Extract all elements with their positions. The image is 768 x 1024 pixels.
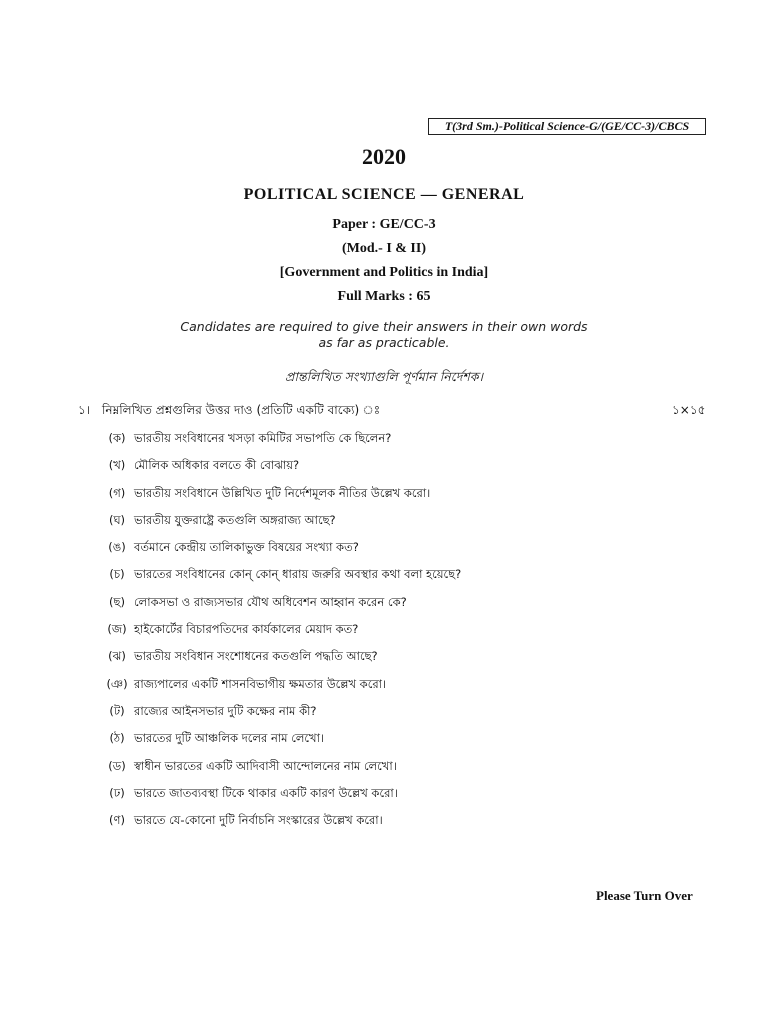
sub-question-label: (ছ) (109, 594, 125, 609)
sub-question (100, 539, 700, 566)
sub-question-label: (চ) (109, 567, 125, 582)
sub-question (100, 594, 700, 621)
sub-question (100, 730, 700, 757)
sub-question-text: হাইকোর্টের বিচারপতিদের কার্যকালের মেয়াদ কত? (134, 622, 359, 637)
sub-question-text: মৌলিক অধিকার বলতে কী বোঝায়? (134, 458, 300, 473)
full-marks: Full Marks : 65 (337, 289, 431, 304)
sub-question-text: বর্তমানে কেন্দ্রীয় তালিকাভুক্ত বিষয়ের সংখ্যা কত? (134, 540, 359, 555)
sub-question-text: ভারতীয় সংবিধানের খসড়া কমিটির সভাপতি কে ছিলেন? (134, 431, 392, 445)
paper-code-box: T(3rd Sm.)-Political Science-G/(GE/CC-3)/CBCS (428, 118, 706, 135)
sub-question-text: ভারতীয় সংবিধানে উল্লিখিত দুটি নির্দেশমূলক নীতির উল্লেখ করো। (134, 485, 431, 500)
sub-question-label: (ঠ) (109, 731, 125, 746)
sub-question-text: ভারতের সংবিধানের কোন্ কোন্ ধারায় জরুরি অবস্থার কথা বলা হয়েছে? (134, 567, 462, 582)
sub-question-text: স্বাধীন ভারতের একটি আদিবাসী আন্দোলনের নাম লেখো। (134, 758, 397, 773)
sub-question (100, 758, 700, 785)
sub-question-label: (ঘ) (108, 512, 126, 527)
sub-question-text: ভারতীয় সংবিধান সংশোধনের কতগুলি পদ্ধতি আছে? (134, 649, 378, 664)
sub-question-text: ভারতের দুটি আঞ্চলিক দলের নাম লেখো। (134, 731, 325, 746)
sub-question-text: ভারতে জাতব্যবস্থা টিকে থাকার একটি কারণ উল্লেখ করো। (134, 785, 398, 800)
course-title: [Government and Politics in India] (279, 265, 489, 280)
sub-question (100, 457, 700, 484)
sub-question (100, 703, 700, 730)
sub-question-label: (ঢ) (109, 785, 125, 800)
sub-question-label: (ঞ) (106, 676, 128, 691)
sub-question (100, 485, 700, 512)
sub-question-label: (ণ) (109, 813, 125, 828)
sub-question (100, 785, 700, 812)
question-number: ১। (78, 403, 91, 417)
question-1-heading (78, 402, 380, 422)
sub-question-text: লোকসভা ও রাজ্যসভার যৌথ অধিবেশন আহ্বান করেন কে? (134, 594, 407, 609)
sub-question-label: (ড) (108, 758, 126, 773)
subject-title: POLITICAL SCIENCE — GENERAL (243, 186, 525, 203)
sub-question-label: (ক) (108, 431, 126, 445)
sub-question (100, 621, 700, 648)
instruction-bengali: প্রান্তলিখিত সংখ্যাগুলি পূর্ণমান নির্দেশক। (285, 369, 483, 384)
exam-year: 2020 (362, 144, 406, 169)
please-turn-over: Please Turn Over (596, 888, 693, 903)
instruction-line-1: Candidates are required to give their answers in their own words (180, 319, 588, 334)
sub-question-label: (জ) (107, 622, 127, 637)
sub-question (100, 676, 700, 703)
paper-code: Paper : GE/CC-3 (332, 217, 436, 232)
sub-question-label: (ঝ) (108, 649, 126, 664)
sub-question-label: (ট) (109, 703, 125, 718)
sub-question (100, 430, 700, 457)
sub-question-label: (গ) (108, 485, 126, 500)
sub-question (100, 648, 700, 675)
sub-question-label: (খ) (108, 458, 126, 473)
sub-question (100, 566, 700, 593)
sub-question-text: ভারতীয় যুক্তরাষ্ট্রে কতগুলি অঙ্গরাজ্য আছে? (134, 512, 336, 527)
instruction-line-2: as far as practicable. (318, 335, 450, 350)
sub-question (100, 512, 700, 539)
sub-question-label: (ঙ) (108, 540, 126, 555)
question-marks: ১×১৫ (672, 403, 706, 417)
sub-question-text: রাজ্যপালের একটি শাসনবিভাগীয় ক্ষমতার উল্লেখ করো। (134, 676, 387, 691)
sub-question (100, 812, 700, 839)
sub-question-text: ভারতে যে-কোনো দুটি নির্বাচনি সংস্কারের উল্লেখ করো। (134, 813, 383, 828)
question-text: নিম্নলিখিত প্রশ্নগুলির উত্তর দাও (প্রতিটি একটি বাক্যে) ঃ (102, 403, 381, 417)
sub-question-list (100, 430, 700, 839)
sub-question-text: রাজ্যের আইনসভার দুটি কক্ষের নাম কী? (134, 703, 317, 718)
module-label: (Mod.- I & II) (342, 241, 426, 256)
